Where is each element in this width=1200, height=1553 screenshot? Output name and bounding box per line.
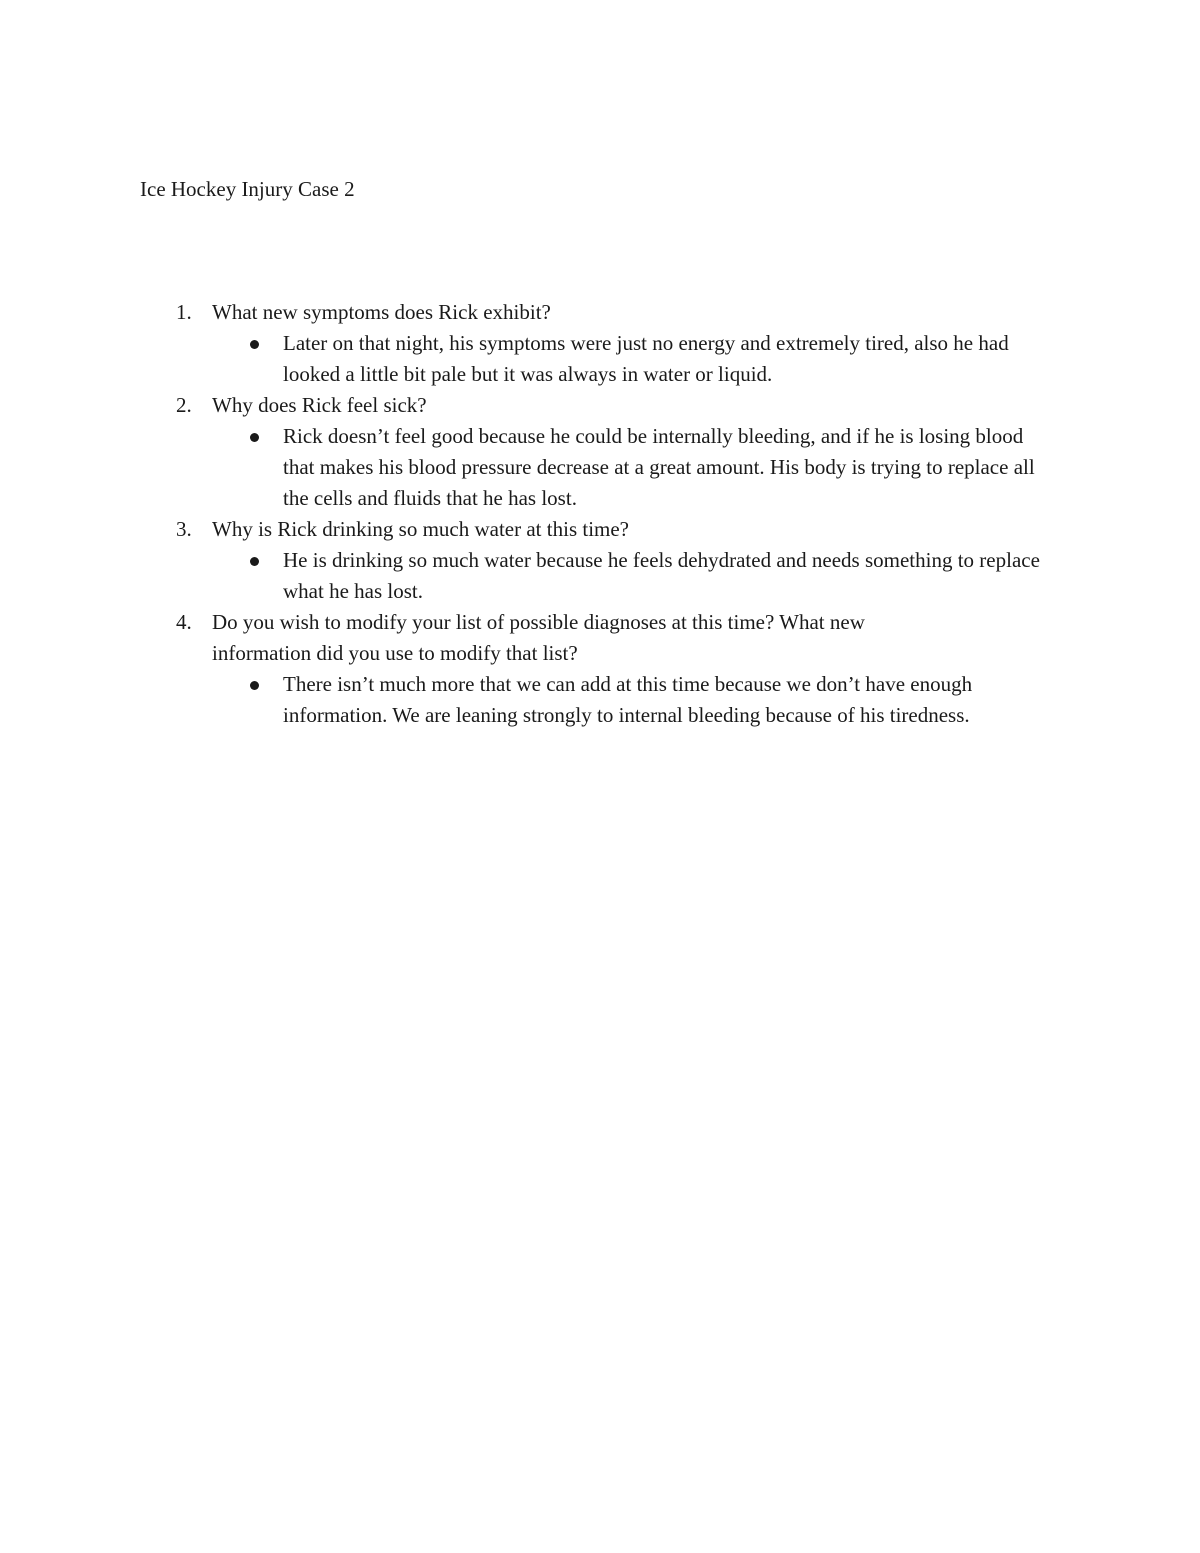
bullet-icon (250, 681, 259, 690)
question-item (140, 390, 1080, 514)
question-list (140, 297, 1080, 731)
bullet-icon (250, 557, 259, 566)
question-text: Why is Rick drinking so much water at this time? (212, 517, 630, 541)
answer-text: He is drinking so much water because he feels dehydrated and needs something to replace what he has lost. (283, 548, 1040, 603)
question-number: 1. (176, 300, 192, 324)
question-number: 4. (176, 610, 192, 634)
question-text: Do you wish to modify your list of possible diagnoses at this time? What new information did you use to modify that list? (212, 610, 865, 665)
answer-item (212, 328, 1080, 390)
question-item (140, 514, 1080, 607)
answer-text: Rick doesn’t feel good because he could be internally bleeding, and if he is losing blood that makes his blood pressure decrease at a great amount. His body is trying to replace all the cells and fluids that he has lost. (283, 424, 1035, 510)
answer-text: Later on that night, his symptoms were just no energy and extremely tired, also he had looked a little bit pale but it was always in water or liquid. (283, 331, 1009, 386)
answer-item (212, 421, 1080, 514)
bullet-icon (250, 433, 259, 442)
answer-text: There isn’t much more that we can add at this time because we don’t have enough information. We are leaning strongly to internal bleeding because of his tiredness. (283, 672, 973, 727)
question-item (140, 607, 1080, 731)
question-item (140, 297, 1080, 390)
question-text: Why does Rick feel sick? (212, 393, 427, 417)
question-number: 2. (176, 393, 192, 417)
document-title: Ice Hockey Injury Case 2 (140, 177, 355, 201)
answer-item (212, 545, 1080, 607)
question-number: 3. (176, 517, 192, 541)
bullet-icon (250, 340, 259, 349)
question-text: What new symptoms does Rick exhibit? (212, 300, 551, 324)
answer-item (212, 669, 1080, 731)
